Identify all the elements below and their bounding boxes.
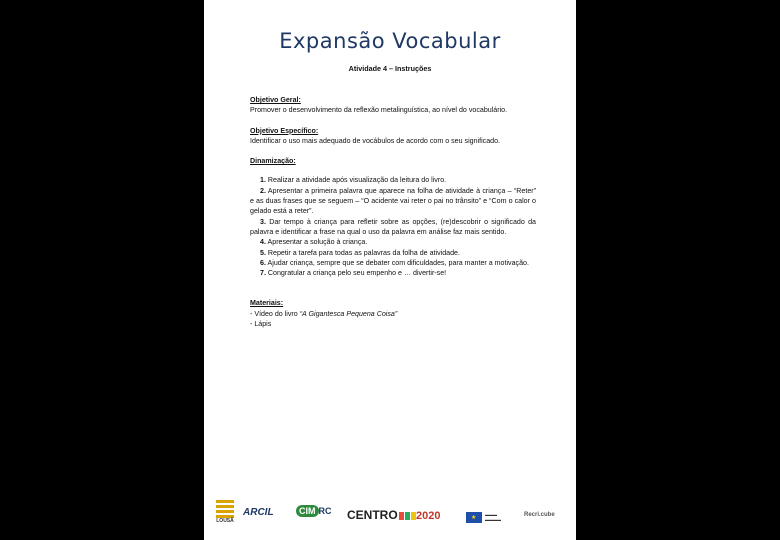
document-page	[204, 0, 576, 540]
step-item: 2. Apresentar a primeira palavra que aparece na folha de atividade à criança – “Reter” e as duas frases que se seguem – “O acidente vai reter o pai no trânsito” e “Com o calor o gelado está a reter”.	[250, 186, 536, 216]
portugal-2020-logo: 2020	[416, 510, 441, 522]
arcil-logo: ARCIL	[243, 507, 274, 518]
objetivo-geral-text: Promover o desenvolvimento da reflexão metalinguística, ao nível do vocabulário.	[250, 106, 508, 115]
dinamizacao-steps	[250, 175, 536, 278]
step-item: 6. Ajudar criança, sempre que se debater com dificuldades, para manter a motivação.	[260, 258, 529, 267]
cimrc-logo: CIM RC	[296, 501, 332, 519]
lousa-emblem-icon	[216, 500, 234, 518]
objetivo-geral-heading: Objetivo Geral:	[250, 96, 301, 104]
objetivo-especifico-heading: Objetivo Específico:	[250, 126, 319, 135]
dinamizacao-heading: Dinamização:	[250, 157, 296, 166]
step-item: 4. Apresentar a solução à criança.	[260, 238, 368, 247]
materiais-heading: Materiais:	[250, 299, 284, 308]
materiais-item: - Vídeo do livro “A Gigantesca Pequena Coisa”	[250, 309, 398, 318]
document-title: Expansão Vocabular	[279, 29, 501, 53]
recri-logo: Recri.cube	[524, 512, 555, 518]
objetivo-especifico-text: Identificar o uso mais adequado de vocábulos de acordo com o seu significado.	[250, 136, 501, 145]
lousa-logo: LOUSÃ	[214, 500, 236, 524]
footer-logos	[204, 496, 576, 532]
materiais-item: - Lápis	[250, 320, 272, 329]
step-item: 7. Congratular a criança pelo seu empenho e … divertir-se!	[260, 269, 447, 278]
eu-flag-icon: ★	[466, 512, 482, 523]
step-item: 5. Repetir a tarefa para todas as palavras da folha de atividade.	[260, 248, 460, 257]
document-subtitle: Atividade 4 – Instruções	[348, 64, 432, 73]
step-item: 3. Dar tempo à criança para refletir sobre as opções, (re)descobrir o significado da palavra e identificar a frase na qual o uso da palavra em análise faz mais sentido.	[250, 217, 536, 236]
step-item: 1. Realizar a atividade após visualização da leitura do livro.	[260, 176, 447, 185]
centro-logo: CENTRO	[347, 508, 416, 522]
eu-fund-text: ▬▬▬ ▬▬▬▬	[485, 512, 501, 522]
document-body	[250, 95, 536, 329]
